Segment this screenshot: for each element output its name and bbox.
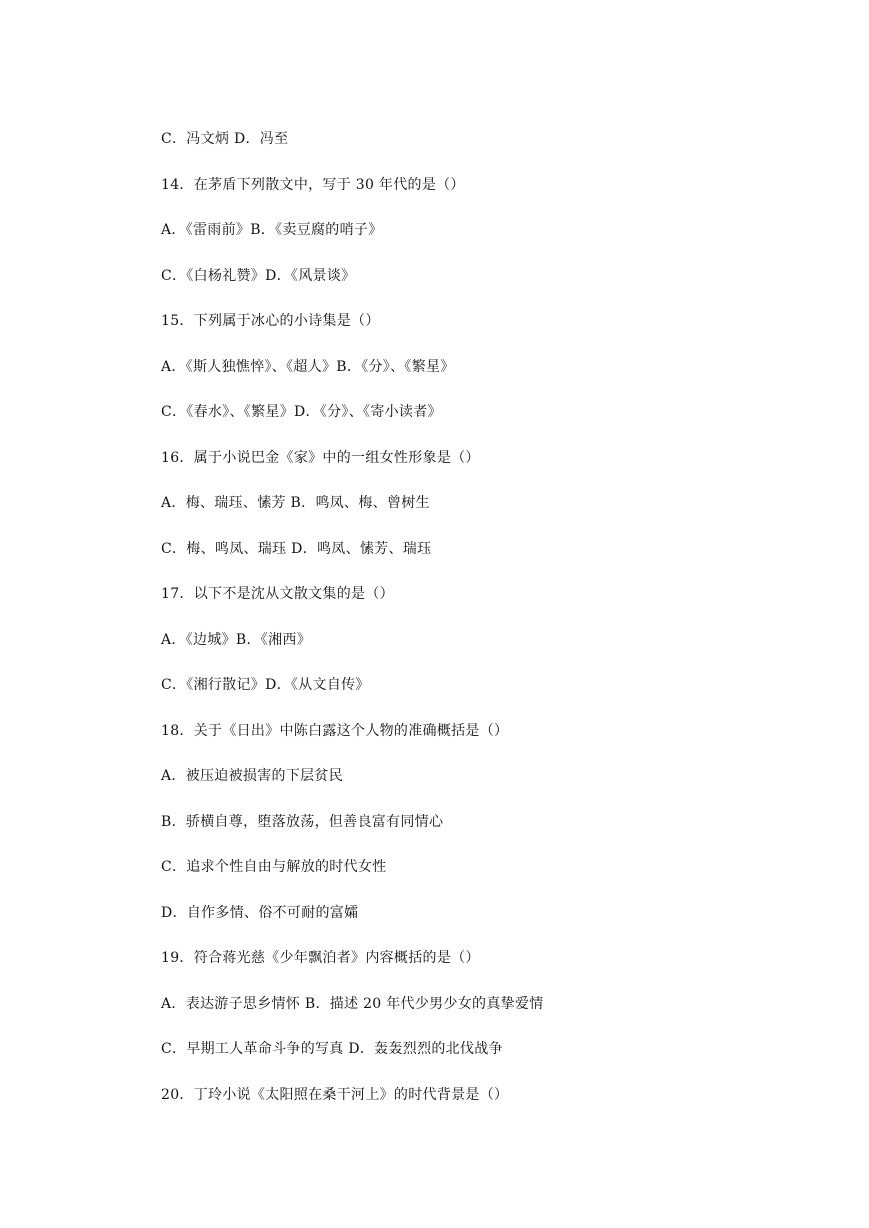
- option-18-d: D．自作多情、俗不可耐的富孀: [161, 904, 359, 921]
- option-line-19-ab: A．表达游子思乡情怀 B．描述 20 年代少男少女的真挚爱情: [161, 995, 544, 1012]
- option-line-19-cd: C．早期工人革命斗争的写真 D．轰轰烈烈的北伐战争: [161, 1041, 503, 1057]
- option-18-c: C．追求个性自由与解放的时代女性: [161, 859, 387, 875]
- question-16: 16．属于小说巴金《家》中的一组女性形象是（）: [161, 449, 480, 466]
- option-line-17-ab: A．《边城》B．《湘西》: [161, 631, 311, 648]
- option-line-16-ab: A．梅、瑞珏、愫芳 B．鸣凤、梅、曾树生: [161, 495, 430, 511]
- question-15: 15．下列属于冰心的小诗集是（）: [161, 313, 380, 329]
- option-line-13-cd: C．冯文炳 D．冯至: [161, 131, 289, 147]
- question-19: 19．符合蒋光慈《少年飘泊者》内容概括的是（）: [161, 950, 480, 966]
- option-18-b: B．骄横自尊，堕落放荡，但善良富有同情心: [161, 813, 444, 830]
- option-line-16-cd: C．梅、鸣凤、瑞珏 D．鸣凤、愫芳、瑞珏: [161, 540, 432, 557]
- question-20: 20．丁玲小说《太阳照在桑干河上》的时代背景是（）: [161, 1086, 509, 1103]
- option-line-14-ab: A．《雷雨前》B．《卖豆腐的哨子》: [161, 222, 383, 238]
- question-18: 18．关于《日出》中陈白露这个人物的准确概括是（）: [161, 722, 509, 739]
- option-line-15-cd: C．《春水》、《繁星》D．《分》、《寄小读者》: [161, 404, 442, 420]
- option-18-a: A．被压迫被损害的下层贫民: [161, 768, 344, 784]
- option-line-14-cd: C．《白杨礼赞》D．《风景谈》: [161, 267, 356, 284]
- question-17: 17．以下不是沈从文散文集的是（）: [161, 586, 394, 602]
- option-line-17-cd: C．《湘行散记》D．《从文自传》: [161, 677, 370, 693]
- question-list: [161, 126, 801, 1127]
- question-14: 14．在茅盾下列散文中，写于 30 年代的是（）: [161, 176, 465, 193]
- option-line-15-ab: A．《斯人独憔悴》、《超人》B．《分》、《繁星》: [161, 358, 455, 375]
